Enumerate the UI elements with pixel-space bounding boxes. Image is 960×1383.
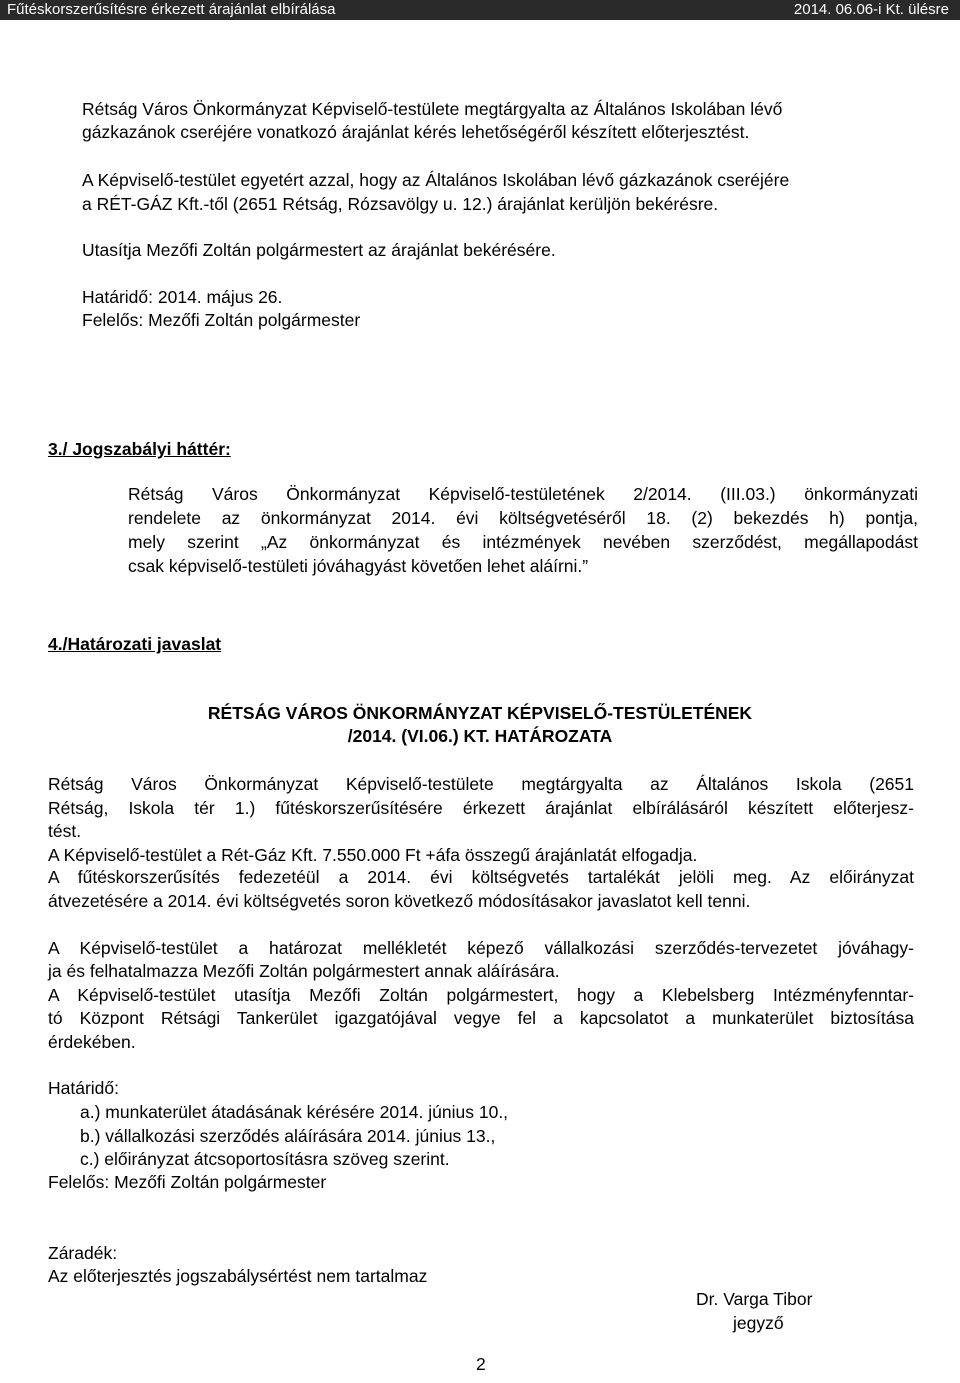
clause-text: Az előterjesztés jogszabálysértést nem tartalmaz (48, 1266, 428, 1286)
resolution-p1-line-2: Rétság, Iskola tér 1.) fűtéskorszerűsítésére érkezett árajánlat elbírálásáról készített előterjesz- (48, 798, 914, 818)
resolution-p1-line-1: Rétság Város Önkormányzat Képviselő-testülete megtárgyalta az Általános Iskola (2651 (48, 774, 914, 794)
intro-line-1: Rétság Város Önkormányzat Képviselő-testülete megtárgyalta az Általános Iskolában lévő (82, 99, 783, 119)
deadline-item-a: a.) munkaterület átadásának kérésére 2014. június 10., (80, 1102, 509, 1122)
resolution-p1-line-3: tést. (48, 821, 82, 841)
clause-label: Záradék: (48, 1243, 118, 1263)
page-header (0, 0, 960, 20)
resolution-p3-line-1: A fűtéskorszerűsítés fedezetéül a 2014. évi költségvetés tartalékát jelöli meg. Az előirányzat (48, 867, 914, 887)
resolution-p4-line-1: A Képviselő-testület a határozat mellékletét képező vállalkozási szerződés-tervezetet jóváhagy- (48, 938, 914, 958)
deadline-item-b: b.) vállalkozási szerződés aláírására 2014. június 13., (80, 1126, 496, 1146)
section-4-heading: 4./Határozati javaslat (48, 634, 222, 654)
intro-deadline: Határidő: 2014. május 26. (82, 287, 283, 307)
header-title: Fűtéskorszerűsítésre érkezett árajánlat elbírálása (7, 1, 336, 18)
intro-responsible: Felelős: Mezőfi Zoltán polgármester (82, 310, 361, 330)
resolution-p3-line-2: átvezetésére a 2014. évi költségvetés soron következő módosításakor javaslatot kell tenni. (48, 891, 751, 911)
page-number: 2 (476, 1354, 486, 1374)
resolution-responsible: Felelős: Mezőfi Zoltán polgármester (48, 1172, 327, 1192)
resolution-p5-line-2: tó Központ Rétsági Tankerület igazgatójával vegye fel a kapcsolatot a munkaterület biztosítása (48, 1008, 914, 1028)
intro-line-4: a RÉT-GÁZ Kft.-től (2651 Rétság, Rózsavölgy u. 12.) árajánlat kerüljön bekérésre. (82, 194, 719, 214)
resolution-p5-line-3: érdekében. (48, 1032, 136, 1052)
section-3-line-2: rendelete az önkormányzat 2014. évi költségvetéséről 18. (2) bekezdés h) pontja, (128, 508, 918, 528)
header-date: 2014. 06.06-i Kt. ülésre (793, 1, 949, 18)
signature-title: jegyző (733, 1313, 784, 1333)
resolution-title-line-2: /2014. (VI.06.) KT. HATÁROZATA (347, 726, 613, 746)
section-3-heading: 3./ Jogszabályi háttér: (48, 439, 231, 459)
section-3-line-3: mely szerint „Az önkormányzat és intézmények nevében szerződést, megállapodást (128, 532, 918, 552)
section-3-line-1: Rétság Város Önkormányzat Képviselő-testületének 2/2014. (III.03.) önkormányzati (128, 484, 918, 504)
intro-line-5: Utasítja Mezőfi Zoltán polgármestert az árajánlat bekérésére. (82, 240, 556, 260)
resolution-p5-line-1: A Képviselő-testület utasítja Mezőfi Zoltán polgármestert, hogy a Klebelsberg Intézményfenntar- (48, 985, 914, 1005)
resolution-p2: A Képviselő-testület a Rét-Gáz Kft. 7.550.000 Ft +áfa összegű árajánlatát elfogadja. (48, 845, 698, 865)
deadline-item-c: c.) előirányzat átcsoportosításra szöveg szerint. (80, 1149, 450, 1169)
deadline-label: Határidő: (48, 1078, 120, 1098)
resolution-p4-line-2: ja és felhatalmazza Mezőfi Zoltán polgármestert annak aláírására. (48, 961, 560, 981)
intro-line-2: gázkazánok cseréjére vonatkozó árajánlat kérés lehetőségéről készített előterjesztést. (82, 122, 750, 142)
resolution-title-line-1: RÉTSÁG VÁROS ÖNKORMÁNYZAT KÉPVISELŐ-TESTÜLETÉNEK (207, 703, 753, 723)
intro-line-3: A Képviselő-testület egyetért azzal, hogy az Általános Iskolában lévő gázkazánok cseréjére (82, 170, 790, 190)
section-3-line-4: csak képviselő-testületi jóváhagyást követően lehet aláírni.” (128, 556, 589, 576)
signature-name: Dr. Varga Tibor (696, 1289, 813, 1309)
